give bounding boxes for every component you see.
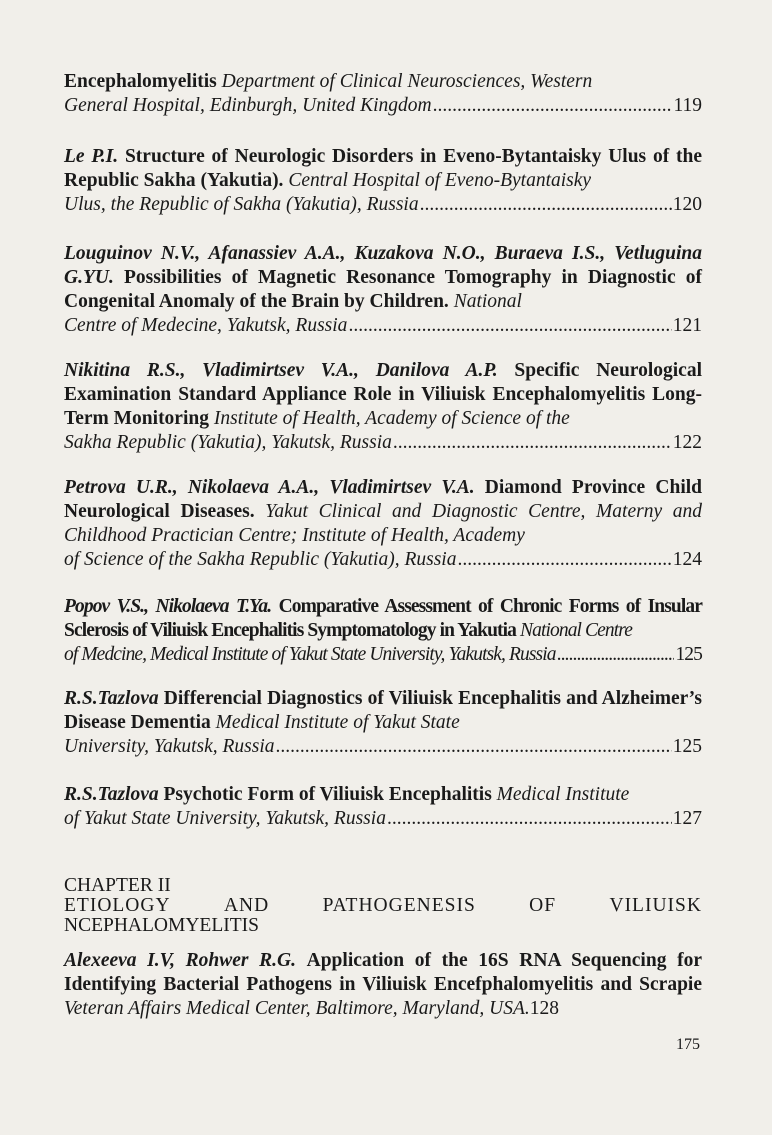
toc-entry: [64, 242, 702, 338]
entry-title: Differencial Diagnostics of Viliuisk Encephalitis and Alzheimer’s Disease Dementia: [64, 688, 702, 733]
page-ref: 125: [675, 644, 702, 665]
leader-dots: [348, 314, 671, 338]
page-ref: 125: [672, 736, 702, 757]
toc-entry: [64, 595, 702, 667]
entry-source: Central Hospital of Eveno-Bytantaisky: [288, 170, 592, 191]
entry-authors: Louguinov N.V., Afanassiev A.A., Kuzakova N.O., Buraeva I.S., Vetluguina G.YU.: [64, 243, 702, 288]
entry-source: National: [453, 291, 522, 312]
toc-entry: [64, 783, 702, 831]
entry-title: Possibilities of Magnetic Resonance Tomography in Diagnostic of Congenital Anomaly of the Brain by Children.: [64, 267, 703, 312]
leader-dots: [276, 735, 672, 759]
toc-entry: [64, 687, 702, 759]
entry-source: Department of Clinical Neurosciences, Western: [221, 71, 593, 92]
entry-source: National Centre: [520, 620, 632, 641]
chapter-label: CHAPTER II: [64, 875, 171, 896]
page-ref: 121: [672, 315, 702, 336]
toc-entry: [64, 476, 702, 572]
entry-source: Veteran Affairs Medical Center, Baltimore, Maryland, USA.: [64, 998, 530, 1019]
toc-entry: [64, 359, 702, 455]
entry-source: Medical Institute: [496, 784, 630, 805]
page-ref: 124: [672, 549, 702, 570]
chapter-heading: [64, 876, 702, 936]
entry-title: Encephalomyelitis: [64, 71, 217, 92]
leader-dots: [387, 807, 672, 831]
chapter-word: ETIOLOGY: [64, 895, 171, 916]
leader-dots: [393, 431, 672, 455]
chapter-word: AND: [223, 895, 270, 916]
entry-title: Specific Neurological Examination Standard Appliance Role in Viliuisk Encephalomyelitis Long-Term Monitoring: [64, 360, 702, 429]
toc-entry: [64, 70, 702, 118]
page-ref: 122: [672, 432, 702, 453]
leader-dots: [457, 548, 671, 572]
entry-source: of Science of the Sakha Republic (Yakutia), Russia: [64, 549, 457, 570]
entry-authors: Petrova U.R., Nikolaeva A.A., Vladimirtsev V.A.: [64, 477, 475, 498]
entry-authors: Le P.I.: [64, 146, 119, 167]
entry-source: of Yakut State University, Yakutsk, Russia: [64, 808, 386, 829]
chapter-word: PATHOGENESIS: [322, 895, 476, 916]
entry-source: Sakha Republic (Yakutia), Yakutsk, Russia: [64, 432, 392, 453]
entry-title: Diamond Province Child Neurological Diseases.: [64, 477, 702, 522]
entry-title: Structure of Neurologic Disorders in Eveno-Bytantaisky Ulus of the Republic Sakha (Yakutia).: [64, 146, 702, 191]
leader-dots: [420, 193, 672, 217]
page-ref: 128: [529, 998, 560, 1019]
entry-source: Institute of Health, Academy of Science of the: [213, 408, 570, 429]
toc-entry: [64, 949, 702, 1021]
entry-title: Psychotic Form of Viliuisk Encephalitis: [163, 784, 492, 805]
chapter-title-line: NCEPHALOMYELITIS: [64, 915, 259, 936]
entry-authors: Popov V.S., Nikolaeva T.Ya.: [64, 596, 272, 617]
entry-title: Comparative Assessment of Chronic Forms of Insular Sclerosis of Viliuisk Encephalitis Symptomatology in Yakutia: [64, 596, 702, 641]
entry-source: General Hospital, Edinburgh, United Kingdom: [64, 95, 432, 116]
entry-source: Centre of Medecine, Yakutsk, Russia: [64, 315, 348, 336]
entry-authors: R.S.Tazlova: [64, 784, 159, 805]
entry-source: Ulus, the Republic of Sakha (Yakutia), Russia: [64, 194, 419, 215]
leader-dots: [433, 94, 673, 118]
chapter-word: OF: [529, 895, 557, 916]
leader-dots: [557, 643, 675, 667]
entry-source: University, Yakutsk, Russia: [64, 736, 275, 757]
page-ref: 119: [673, 95, 702, 116]
entry-authors: Nikitina R.S., Vladimirtsev V.A., Danilova A.P.: [64, 360, 498, 381]
entry-title: Application of the 16S RNA Sequencing for Identifying Bacterial Pathogens in Viliuisk Encefphalomyelitis and Scrapie: [64, 950, 702, 995]
page-ref: 127: [672, 808, 702, 829]
chapter-title-line: [64, 896, 702, 916]
entry-source: of Medcine, Medical Institute of Yakut State University, Yakutsk, Russia: [64, 644, 556, 665]
entry-authors: Alexeeva I.V, Rohwer R.G.: [64, 950, 296, 971]
page-ref: 120: [672, 194, 702, 215]
entry-source: Medical Institute of Yakut State: [215, 712, 460, 733]
chapter-word: VILIUISK: [609, 895, 702, 916]
entry-authors: R.S.Tazlova: [64, 688, 159, 709]
toc-entry: [64, 145, 702, 217]
page-number: 175: [676, 1036, 700, 1053]
entry-source: Yakut Clinical and Diagnostic Centre, Materny and Childhood Practician Centre; Institute of Health, Academy: [64, 501, 702, 546]
